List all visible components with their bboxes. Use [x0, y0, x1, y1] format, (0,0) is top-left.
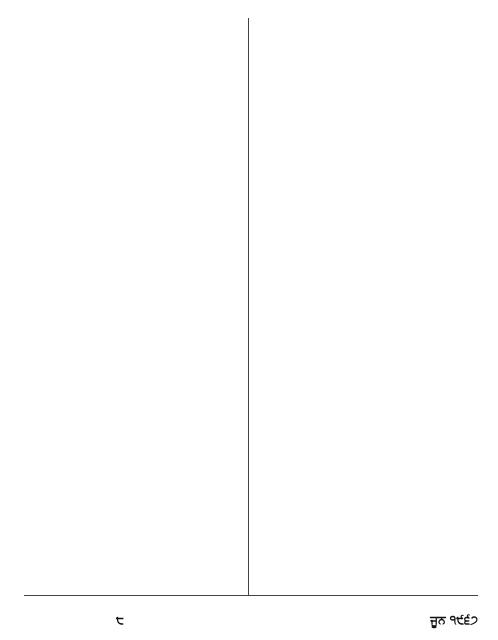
footer-rule	[24, 595, 478, 596]
right-text-column	[256, 14, 478, 600]
left-text-column	[24, 14, 242, 600]
page-number: ੮	[116, 613, 124, 627]
issue-date: ਜੂਨ ੧੯੬੭	[430, 613, 478, 627]
column-divider	[248, 18, 249, 596]
page-footer	[24, 608, 478, 628]
